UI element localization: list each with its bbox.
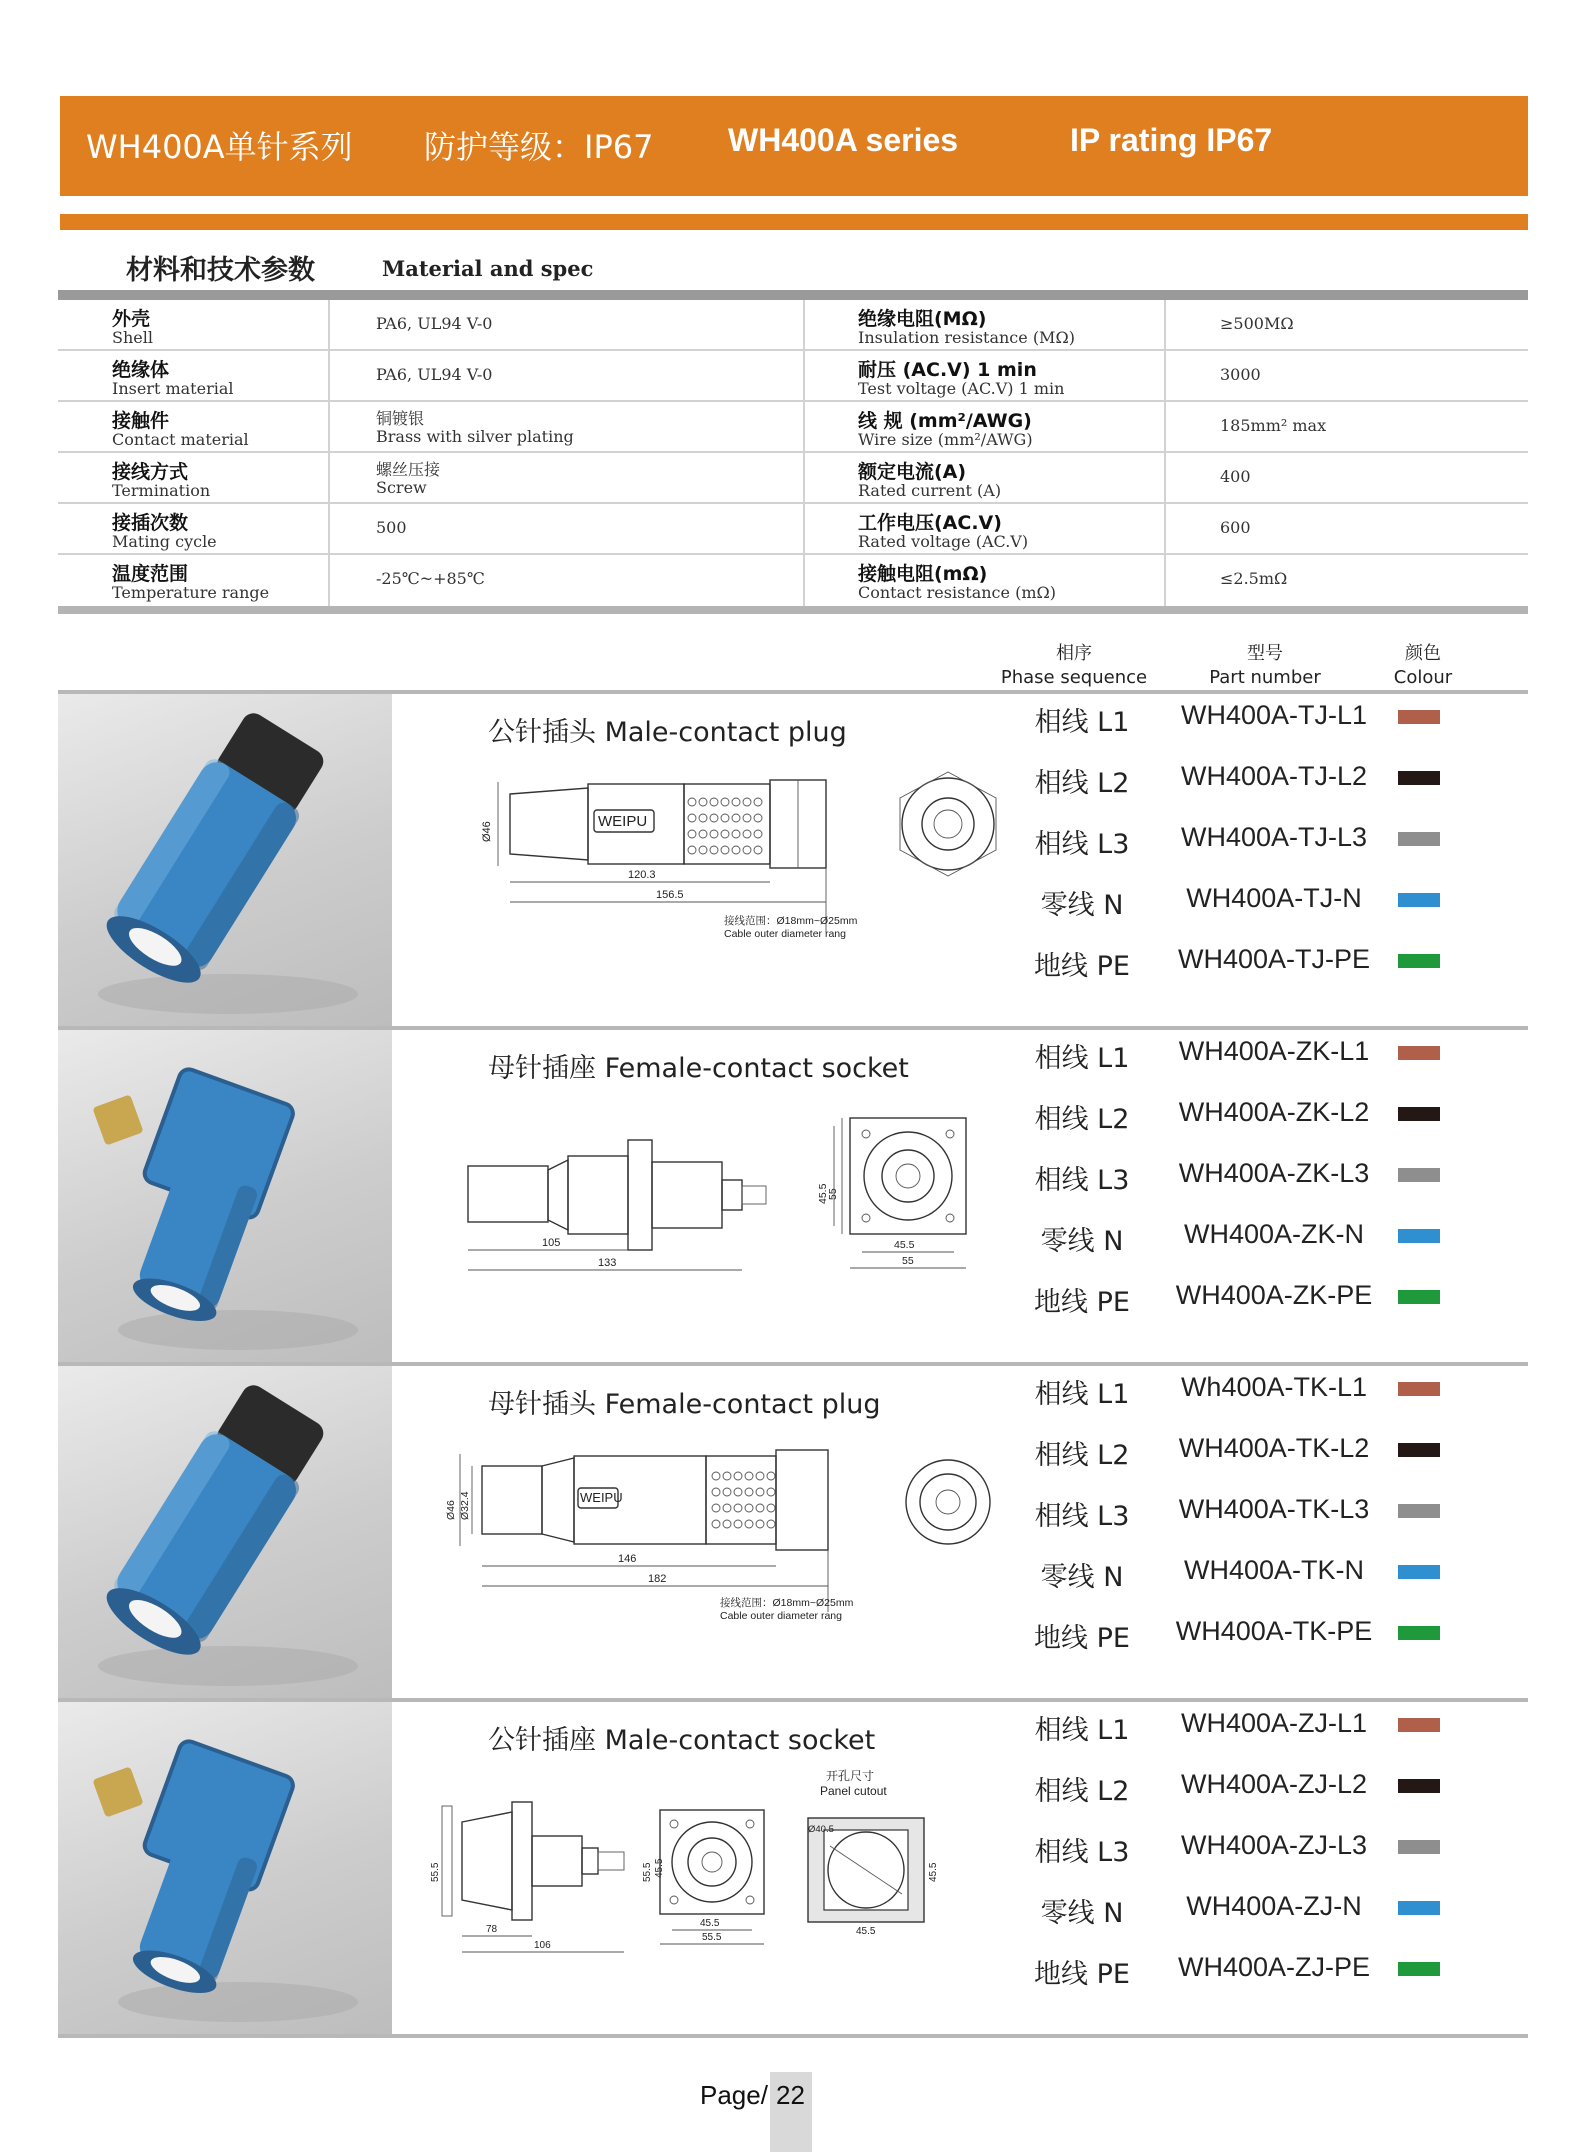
part-number: WH400A-ZJ-L3 [1180,1830,1368,1860]
svg-text:120.3: 120.3 [628,869,656,881]
header-band [60,96,1528,196]
product-block [58,1030,1528,1366]
spec-label-en: Wire size (mm²/AWG) [858,430,1033,449]
variant-row [58,1555,1528,1595]
svg-text:156.5: 156.5 [656,889,684,901]
colour-swatch [1398,1443,1440,1457]
colour-column-zh: 颜色 [1405,643,1441,664]
colour-swatch [1398,1046,1440,1060]
spec-row [58,453,1528,504]
product-title: 公针插座 Male-contact socket [488,1725,876,1756]
spec-label-en: Contact resistance (mΩ) [858,583,1056,602]
phase-label: 零线 N [1040,890,1124,921]
part-number: WH400A-TJ-N [1186,883,1362,913]
product-title: 母针插头 Female-contact plug [488,1389,881,1420]
part-number: WH400A-TJ-PE [1177,944,1371,974]
spec-label-en: Temperature range [112,583,270,602]
phase-label: 相线 L1 [1034,707,1130,738]
svg-text:45.5: 45.5 [654,1858,665,1878]
spec-label-en: Mating cycle [112,532,217,551]
colour-swatch [1398,893,1440,907]
colour-swatch [1398,1168,1440,1182]
spec-label-zh: 接触件 [112,410,170,432]
colour-swatch [1398,1382,1440,1396]
part-number: WH400A-TK-PE [1175,1616,1373,1646]
variant-row [58,944,1528,984]
svg-text:接线范围：Ø18mm~Ø25mm: 接线范围：Ø18mm~Ø25mm [724,915,858,927]
variant-row [58,1830,1528,1870]
variant-row [58,1219,1528,1259]
product-block [58,1702,1528,2038]
spec-value: 500 [376,518,407,537]
spec-divider [1164,402,1166,451]
spec-divider [803,504,805,553]
phase-label: 相线 L1 [1034,1379,1130,1410]
spec-divider [1164,555,1166,606]
spec-label-zh: 外壳 [112,308,151,330]
spec-divider [328,402,330,451]
phase-label: 相线 L2 [1034,1104,1130,1135]
part-number: WH400A-TK-L3 [1178,1494,1370,1524]
part-number: WH400A-ZK-L2 [1178,1097,1370,1127]
phase-label: 相线 L2 [1034,1440,1130,1471]
spec-label-zh: 温度范围 [112,563,189,585]
svg-text:Panel cutout: Panel cutout [820,1784,887,1798]
spec-title-en: Material and spec [382,256,594,281]
variant-row [58,1372,1528,1412]
spec-value: -25℃~+85℃ [376,569,485,588]
colour-swatch [1398,1107,1440,1121]
part-number: WH400A-TJ-L3 [1180,822,1368,852]
phase-label: 地线 PE [1034,1623,1130,1654]
variant-row [58,1097,1528,1137]
part-number: WH400A-ZK-L3 [1178,1158,1370,1188]
phase-label: 地线 PE [1034,951,1130,982]
svg-text:105: 105 [542,1237,561,1249]
svg-text:146: 146 [618,1553,637,1565]
spec-label-zh: 工作电压(AC.V) [858,512,1002,534]
spec-label-zh: 接线方式 [112,461,189,483]
spec-label-en: Contact material [112,430,249,449]
colour-swatch [1398,1565,1440,1579]
colour-swatch [1398,1290,1440,1304]
svg-text:Cable outer diameter rang: Cable outer diameter rang [720,1610,842,1622]
svg-text:133: 133 [598,1257,617,1269]
svg-text:55.5: 55.5 [430,1862,441,1882]
colour-swatch [1398,1962,1440,1976]
spec-divider [803,402,805,451]
variant-row [58,1158,1528,1198]
spec-value: PA6, UL94 V-0 [376,365,493,384]
colour-swatch [1398,1718,1440,1732]
product-title: 公针插头 Male-contact plug [488,717,847,748]
svg-text:开孔尺寸: 开孔尺寸 [826,1769,875,1783]
svg-text:55.5: 55.5 [642,1862,653,1882]
page-label: Page/ [700,2080,768,2110]
spec-divider [328,504,330,553]
product-title: 母针插座 Female-contact socket [488,1053,909,1084]
spec-divider [803,555,805,606]
spec-row [58,555,1528,606]
ip-rating-en: IP rating IP67 [1070,122,1273,158]
part-column-en: Part number [1209,667,1321,688]
phase-label: 相线 L2 [1034,768,1130,799]
phase-label: 相线 L3 [1034,1165,1130,1196]
spec-divider [803,300,805,349]
variant-row [58,1891,1528,1931]
part-column-zh: 型号 [1247,643,1283,664]
phase-label: 零线 N [1040,1562,1124,1593]
spec-label-en: Rated voltage (AC.V) [858,532,1029,551]
phase-column-header [984,642,1164,690]
colour-swatch [1398,832,1440,846]
svg-text:106: 106 [534,1940,551,1951]
spec-divider [803,453,805,502]
spec-divider [328,300,330,349]
product-divider [58,2034,1528,2038]
part-number: Wh400A-TK-L1 [1180,1372,1368,1402]
spec-divider [328,555,330,606]
spec-row [58,504,1528,555]
phase-label: 地线 PE [1034,1959,1130,1990]
spec-value: 3000 [1220,365,1261,384]
colour-swatch [1398,954,1440,968]
phase-label: 零线 N [1040,1226,1124,1257]
variant-row [58,700,1528,740]
colour-swatch [1398,1504,1440,1518]
variant-row [58,1769,1528,1809]
phase-label: 相线 L3 [1034,1501,1130,1532]
part-number: WH400A-TJ-L2 [1180,761,1368,791]
svg-text:78: 78 [486,1924,498,1935]
spec-value: 螺丝压接 [376,460,441,479]
svg-text:45.5: 45.5 [894,1239,915,1251]
phase-label: 地线 PE [1034,1287,1130,1318]
spec-divider [1164,351,1166,400]
spec-divider [1164,453,1166,502]
spec-divider [803,351,805,400]
spec-label-en: Rated current (A) [858,481,1002,500]
ip-rating-zh: 防护等级：IP67 [424,128,654,166]
spec-row [58,351,1528,402]
spec-label-zh: 绝缘电阻(MΩ) [858,308,987,330]
colour-swatch [1398,1229,1440,1243]
page-number: 22 [776,2080,805,2110]
spec-value: PA6, UL94 V-0 [376,314,493,333]
svg-text:182: 182 [648,1573,667,1585]
colour-swatch [1398,771,1440,785]
phase-label: 相线 L1 [1034,1043,1130,1074]
spec-value: 400 [1220,467,1251,486]
spec-label-en: Shell [112,328,153,347]
variant-row [58,1036,1528,1076]
variant-row [58,822,1528,862]
spec-value: ≥500MΩ [1220,314,1294,333]
svg-text:Ø40.5: Ø40.5 [808,1824,834,1835]
series-title-en: WH400A series [728,122,959,158]
phase-label: 相线 L3 [1034,829,1130,860]
series-title-zh: WH400A单针系列 [86,128,353,166]
phase-label: 零线 N [1040,1898,1124,1929]
svg-text:Ø46: Ø46 [445,1500,457,1520]
spec-label-zh: 绝缘体 [112,359,170,381]
orange-divider [60,214,1528,230]
svg-text:55: 55 [827,1188,839,1200]
svg-text:接线范围：Ø18mm~Ø25mm: 接线范围：Ø18mm~Ø25mm [720,1597,854,1609]
spec-label-zh: 额定电流(A) [858,461,967,483]
part-number: WH400A-ZJ-PE [1177,1952,1371,1982]
svg-text:WEIPU: WEIPU [598,813,648,830]
spec-divider [328,351,330,400]
variant-row [58,1280,1528,1320]
spec-table-top-rule [58,290,1528,300]
spec-label-zh: 线 规 (mm²/AWG) [858,410,1032,432]
svg-text:45.5: 45.5 [928,1862,939,1882]
variant-row [58,883,1528,923]
svg-text:Ø46: Ø46 [481,821,493,842]
phase-label: 相线 L2 [1034,1776,1130,1807]
colour-swatch [1398,1626,1440,1640]
spec-title-zh: 材料和技术参数 [126,255,315,286]
spec-label-en: Insulation resistance (MΩ) [858,328,1075,347]
spec-divider [1164,300,1166,349]
spec-label-zh: 接插次数 [112,512,189,534]
spec-value-en: Brass with silver plating [376,427,574,446]
spec-row [58,402,1528,453]
part-number: WH400A-ZJ-L1 [1180,1708,1368,1738]
part-column-header [1190,642,1340,690]
colour-column-header [1378,642,1468,690]
spec-value: 铜镀银 [376,409,425,428]
variant-row [58,761,1528,801]
colour-swatch [1398,1901,1440,1915]
spec-value: 600 [1220,518,1251,537]
phase-column-zh: 相序 [1056,643,1092,664]
spec-label-en: Insert material [112,379,234,398]
svg-text:Ø32.4: Ø32.4 [459,1491,471,1520]
part-number: WH400A-ZK-N [1183,1219,1365,1249]
spec-divider [328,453,330,502]
colour-column-en: Colour [1393,667,1453,688]
part-number: WH400A-ZJ-N [1186,1891,1362,1921]
svg-text:WEIPU: WEIPU [580,1490,623,1505]
spec-row [58,300,1528,351]
svg-text:55: 55 [902,1255,914,1267]
spec-divider [1164,504,1166,553]
spec-label-en: Test voltage (AC.V) 1 min [858,379,1065,398]
part-number: WH400A-TJ-L1 [1180,700,1368,730]
svg-text:Cable outer diameter rang: Cable outer diameter rang [724,928,846,940]
part-number: WH400A-ZK-L1 [1178,1036,1370,1066]
spec-label-en: Termination [112,481,211,500]
spec-value: ≤2.5mΩ [1220,569,1288,588]
product-block [58,1366,1528,1702]
svg-text:45.5: 45.5 [817,1183,829,1204]
variant-row [58,1494,1528,1534]
svg-text:45.5: 45.5 [700,1918,720,1929]
part-number: WH400A-TK-L2 [1178,1433,1370,1463]
variant-row [58,1708,1528,1748]
colour-swatch [1398,710,1440,724]
phase-label: 相线 L3 [1034,1837,1130,1868]
phase-column-en: Phase sequence [1000,667,1148,688]
variant-row [58,1433,1528,1473]
spec-value-en: Screw [376,478,427,497]
part-number: WH400A-ZK-PE [1175,1280,1373,1310]
colour-swatch [1398,1840,1440,1854]
spec-table [58,290,1528,614]
colour-swatch [1398,1779,1440,1793]
phase-label: 相线 L1 [1034,1715,1130,1746]
part-number: WH400A-TK-N [1183,1555,1365,1585]
variant-row [58,1952,1528,1992]
svg-text:55.5: 55.5 [702,1932,722,1943]
spec-label-zh: 接触电阻(mΩ) [858,563,988,585]
variant-row [58,1616,1528,1656]
svg-text:45.5: 45.5 [856,1926,876,1937]
spec-table-bottom-rule [58,606,1528,614]
spec-label-zh: 耐压 (AC.V) 1 min [858,359,1037,381]
part-number: WH400A-ZJ-L2 [1180,1769,1368,1799]
spec-value: 185mm² max [1220,416,1327,435]
product-block [58,694,1528,1030]
